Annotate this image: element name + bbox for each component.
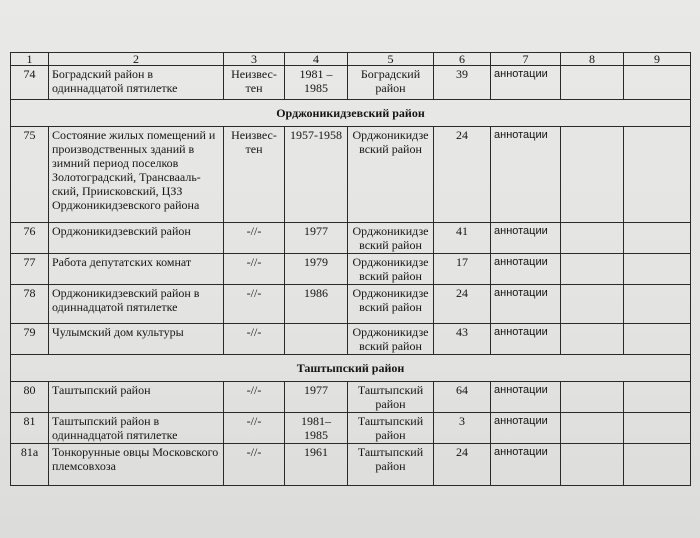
- register-body: [11, 53, 691, 486]
- location-cell: Таштыпский район: [348, 444, 434, 486]
- years-cell: 1977: [285, 223, 348, 254]
- location-cell: Орджоникидзе вский район: [348, 127, 434, 223]
- location-cell: Орджоникидзе вский район: [348, 254, 434, 285]
- author-cell: -//-: [224, 382, 285, 413]
- table-row: [11, 223, 691, 254]
- annotation-type: аннотации: [491, 285, 561, 324]
- location-cell: Таштыпский район: [348, 382, 434, 413]
- author-cell: -//-: [224, 444, 285, 486]
- years-cell: 1981– 1985: [285, 413, 348, 444]
- row-number: 75: [11, 127, 49, 223]
- count-cell: 3: [434, 413, 491, 444]
- document-title: Орджоникидзевский район в одиннадцатой пятилетке: [49, 285, 224, 324]
- empty-cell: [624, 223, 691, 254]
- location-cell: Таштыпский район: [348, 413, 434, 444]
- row-number: 78: [11, 285, 49, 324]
- count-cell: 41: [434, 223, 491, 254]
- table-row: [11, 413, 691, 444]
- row-number: 80: [11, 382, 49, 413]
- empty-cell: [624, 382, 691, 413]
- document-title: Тонкорунные овцы Московского племсовхоза: [49, 444, 224, 486]
- count-cell: 24: [434, 127, 491, 223]
- row-number: 81: [11, 413, 49, 444]
- years-cell: 1979: [285, 254, 348, 285]
- col-header: 1: [11, 53, 49, 66]
- author-cell: -//-: [224, 324, 285, 355]
- col-header: 8: [561, 53, 624, 66]
- table-row: [11, 254, 691, 285]
- empty-cell: [561, 444, 624, 486]
- empty-cell: [624, 413, 691, 444]
- col-header: 2: [49, 53, 224, 66]
- annotation-type: аннотации: [491, 66, 561, 100]
- empty-cell: [624, 254, 691, 285]
- annotation-type: аннотации: [491, 382, 561, 413]
- location-cell: Орджоникидзе вский район: [348, 324, 434, 355]
- table-row: [11, 382, 691, 413]
- row-number: 81а: [11, 444, 49, 486]
- col-header: 9: [624, 53, 691, 66]
- document-title: Таштыпский район в одиннадцатой пятилетке: [49, 413, 224, 444]
- count-cell: 39: [434, 66, 491, 100]
- column-number-row: [11, 53, 691, 66]
- document-title: Работа депутатских комнат: [49, 254, 224, 285]
- count-cell: 64: [434, 382, 491, 413]
- location-cell: Боградский район: [348, 66, 434, 100]
- location-cell: Орджоникидзе вский район: [348, 285, 434, 324]
- location-cell: Орджоникидзе вский район: [348, 223, 434, 254]
- col-header: 7: [491, 53, 561, 66]
- document-title: Боградский район в одиннадцатой пятилетке: [49, 66, 224, 100]
- author-cell: Неизвес-тен: [224, 66, 285, 100]
- empty-cell: [561, 382, 624, 413]
- annotation-type: аннотации: [491, 324, 561, 355]
- section-title: Таштыпский район: [11, 355, 691, 382]
- empty-cell: [561, 413, 624, 444]
- years-cell: 1981 – 1985: [285, 66, 348, 100]
- register-table: [10, 52, 691, 486]
- document-title: Орджоникидзевский район: [49, 223, 224, 254]
- empty-cell: [561, 223, 624, 254]
- col-header: 5: [348, 53, 434, 66]
- document-title: Состояние жилых помещений и производственных зданий в зимний период поселков Золотоградский, Трансвааль-ский, Приисковский, ЦЗЗ Орджоникидзевского района: [49, 127, 224, 223]
- years-cell: 1961: [285, 444, 348, 486]
- count-cell: 24: [434, 444, 491, 486]
- annotation-type: аннотации: [491, 254, 561, 285]
- empty-cell: [624, 285, 691, 324]
- col-header: 4: [285, 53, 348, 66]
- annotation-type: аннотации: [491, 223, 561, 254]
- years-cell: [285, 324, 348, 355]
- author-cell: -//-: [224, 223, 285, 254]
- count-cell: 43: [434, 324, 491, 355]
- empty-cell: [561, 324, 624, 355]
- empty-cell: [561, 254, 624, 285]
- row-number: 74: [11, 66, 49, 100]
- count-cell: 24: [434, 285, 491, 324]
- table-row: [11, 127, 691, 223]
- empty-cell: [624, 444, 691, 486]
- annotation-type: аннотации: [491, 413, 561, 444]
- years-cell: 1957-1958: [285, 127, 348, 223]
- author-cell: -//-: [224, 254, 285, 285]
- author-cell: Неизвес-тен: [224, 127, 285, 223]
- table-row: [11, 444, 691, 486]
- row-number: 76: [11, 223, 49, 254]
- annotation-type: аннотации: [491, 444, 561, 486]
- document-title: Таштыпский район: [49, 382, 224, 413]
- author-cell: -//-: [224, 413, 285, 444]
- years-cell: 1977: [285, 382, 348, 413]
- empty-cell: [561, 66, 624, 100]
- count-cell: 17: [434, 254, 491, 285]
- section-header-row: [11, 100, 691, 127]
- empty-cell: [624, 324, 691, 355]
- annotation-type: аннотации: [491, 127, 561, 223]
- author-cell: -//-: [224, 285, 285, 324]
- table-row: [11, 324, 691, 355]
- empty-cell: [624, 127, 691, 223]
- col-header: 3: [224, 53, 285, 66]
- empty-cell: [561, 127, 624, 223]
- table-row: [11, 66, 691, 100]
- row-number: 77: [11, 254, 49, 285]
- section-header-row: [11, 355, 691, 382]
- document-title: Чулымский дом культуры: [49, 324, 224, 355]
- years-cell: 1986: [285, 285, 348, 324]
- row-number: 79: [11, 324, 49, 355]
- empty-cell: [624, 66, 691, 100]
- section-title: Орджоникидзевский район: [11, 100, 691, 127]
- empty-cell: [561, 285, 624, 324]
- col-header: 6: [434, 53, 491, 66]
- table-row: [11, 285, 691, 324]
